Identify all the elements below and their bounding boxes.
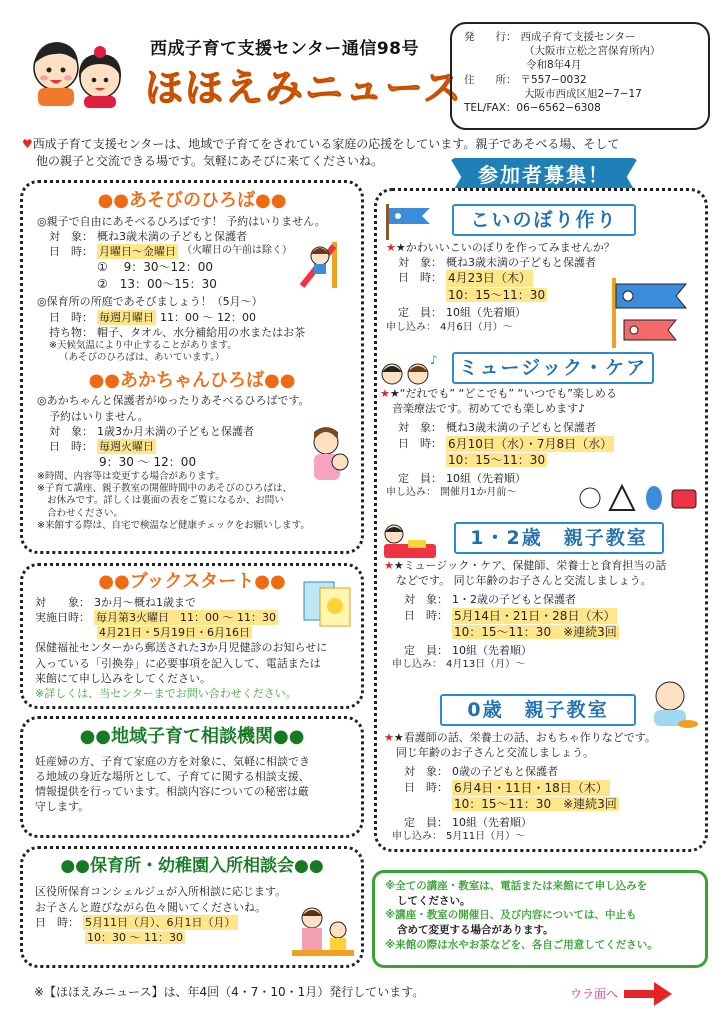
- soudan-title: ●●地域子育て相談機関●●: [79, 726, 305, 747]
- onetwo-body: [384, 558, 702, 672]
- issuer: 西成子育て支援センター: [520, 31, 636, 43]
- arrow-right-icon: [624, 982, 672, 1006]
- bring-label: 持ち物：: [49, 325, 93, 339]
- koinobori-apply-label: 申し込み：: [386, 321, 436, 333]
- soudan-panel: [20, 716, 364, 838]
- akachan-note-4: 合わせください。: [47, 507, 124, 519]
- nyusho-date: 5月11日（月）、6月1日（月）: [85, 915, 236, 929]
- notice-line-1: ※全ての講座・教室は、電話または来館にて申し込みを: [385, 880, 648, 892]
- akachan-date-label: 日 時：: [49, 439, 93, 453]
- koinobori-lead-text: ★かわいいこいのぼりを作ってみませんか？: [395, 241, 615, 254]
- zero-apply: 5月11日（月）〜: [446, 830, 526, 842]
- zero-target: 0歳の子どもと保護者: [452, 765, 558, 779]
- zero-title: 0歳 親子教室: [440, 694, 636, 726]
- zero-cap: 10組（先着順）: [452, 815, 532, 829]
- onetwo-title: 1・2歳 親子教室: [454, 522, 664, 554]
- zero-apply-label: 申し込み：: [392, 830, 442, 842]
- music-apply: 開催月1か月前〜: [440, 486, 517, 498]
- instruments-illustration: [576, 480, 702, 514]
- intro-line-2: 他の親子と交流できる場です。気軽にあそびに来てくださいね。: [36, 154, 384, 169]
- onetwo-illustration: [378, 520, 442, 562]
- issuer-sub: （大阪市立松之宮保育所内）: [524, 45, 661, 58]
- intro-line-1: 西成子育て支援センターは、地域で子育てをされている家庭の応援をしています。親子であそべる場、そして: [32, 137, 620, 151]
- soudan-p2: る地域の身近な場所として、子育てに関する相談支援、: [35, 770, 310, 783]
- nyusho-time: 10：30 〜 11：30: [87, 930, 183, 944]
- tel-fax: TEL/FAX：06−6562−6308: [464, 101, 601, 114]
- nyusho-title: ●●保育所・幼稚園入所相談会●●: [60, 856, 324, 876]
- nyusho-date-label: 日 時：: [35, 915, 79, 929]
- asobi-slot-2: ② 13：00〜15：30: [97, 276, 217, 291]
- music-lead-1: ★★“だれでも” “どこでも” “いつでも”楽しめる: [380, 387, 617, 400]
- postal-code: 〒557−0032: [520, 73, 587, 86]
- slide-illustration: [296, 232, 356, 292]
- koinobori-time: 10：15〜11：30: [448, 287, 546, 302]
- notice-line-5: ※来館の際は水やお茶などを、各自ご用意してください。: [385, 938, 658, 951]
- heart-icon: ♥: [22, 137, 33, 151]
- bookstart-target-label: 対 象：: [35, 595, 90, 609]
- bookstart-p2: 入っている「引換券」に必要事項を記入して、電話または: [35, 656, 321, 670]
- music-date: 6月10日（水）・7月8日（水）: [448, 436, 613, 451]
- address-label: 住 所：: [464, 73, 517, 86]
- asobi-line-1: ◎親子で自由にあそべるひろばです！ 予約はいりません。: [37, 214, 326, 228]
- onetwo-date-label: 日 時：: [404, 608, 448, 622]
- music-date-label: 日 時：: [398, 436, 442, 450]
- soudan-p4: 守します。: [35, 800, 90, 814]
- notice-line-4: 含めて変更する場合があります。: [397, 924, 554, 937]
- baby-eating-illustration: [640, 676, 702, 732]
- notice-line-3: ※講座・教室の開催日、及び内容については、中止も: [385, 909, 637, 922]
- garden-date-label: 日 時：: [49, 310, 93, 324]
- zero-body: [384, 730, 702, 844]
- onetwo-time: 10：15〜11：30 ※連続3回: [454, 625, 617, 640]
- bookstart-note: ※詳しくは、当センターまでお問い合わせください。: [35, 686, 297, 700]
- asobi-target: 概ね3歳未満の子どもと保護者: [97, 230, 247, 243]
- koinobori-cap-label: 定 員：: [398, 306, 442, 320]
- zero-lead-2: 同じ年齢のお子さんと交流しましょう。: [396, 746, 594, 760]
- onetwo-lead-1-text: ★ミュージック・ケア、保健師、栄養士と食育担当の話: [393, 559, 667, 572]
- onetwo-cap-label: 定 員：: [404, 643, 448, 657]
- zero-lead-1-text: ★看護師の話、栄養士の話、おもちゃ作りなどです。: [393, 731, 656, 744]
- onetwo-target: 1・2歳の子どもと保護者: [452, 593, 576, 607]
- music-target: 概ね3歳未満の子どもと保護者: [446, 421, 596, 435]
- akachan-line-1: ◎あかちゃんと保護者がゆったりあそべるひろばです。: [37, 394, 310, 408]
- asobi-note-2: （あそびのひろばは、あいています。）: [59, 352, 225, 364]
- back-page-label: ウラ面へ: [570, 986, 619, 1001]
- koinobori-target-label: 対 象：: [398, 256, 442, 270]
- main-title: ほほえみニュース: [145, 66, 464, 110]
- music-apply-label: 申し込み：: [386, 486, 436, 498]
- music-cap: 10組（先着順）: [446, 471, 526, 485]
- akachan-note-2: ※子育て講座、親子教室の開催時間中のあそびのひろばは、: [37, 483, 292, 495]
- akachan-time: 9：30 〜 12：00: [99, 455, 197, 470]
- akachan-note-3: お休みです。詳しくは裏面の表をご覧になるか、お問い: [47, 495, 284, 507]
- asobi-date: 月曜日〜金曜日: [99, 245, 176, 259]
- notice-line-2: してください。: [397, 894, 471, 907]
- zero-date: 6月4日・11日・18日（木）: [454, 780, 608, 795]
- onetwo-lead-1: ★★ミュージック・ケア、保健師、栄養士と食育担当の話: [384, 559, 667, 572]
- zero-target-label: 対 象：: [404, 765, 448, 779]
- asobi-target-label: 対 象：: [49, 230, 93, 243]
- koinobori-cap: 10組（先着順）: [446, 306, 526, 320]
- zero-cap-label: 定 員：: [404, 815, 448, 829]
- koinobori-body: [386, 240, 616, 334]
- address: 大阪市西成区旭2−7−17: [524, 87, 642, 100]
- akachan-title: ●●あかちゃんひろば●●: [88, 369, 296, 391]
- akachan-line-2: 予約はいりません。: [49, 409, 149, 423]
- akachan-target: 1歳3か月未満の子どもと保護者: [97, 424, 254, 438]
- nyusho-p2: お子さんと遊びながら色々聞いてくださいね。: [35, 900, 266, 914]
- mother-baby-illustration: [302, 424, 358, 484]
- garden-time: 11：00 〜 12：00: [160, 310, 256, 324]
- zero-date-label: 日 時：: [404, 780, 448, 794]
- zero-time: 10：15〜11：30 ※連続3回: [454, 797, 617, 812]
- bookstart-title: ●●ブックスタート●●: [98, 571, 286, 592]
- back-page-link[interactable]: [570, 982, 672, 1006]
- koinobori-apply: 4月6日（月）〜: [440, 321, 513, 333]
- bookstart-p1: 保健福祉センターから郵送された3か月児健診のお知らせに: [35, 641, 328, 655]
- mascot-kids-illustration: [16, 30, 136, 110]
- music-title: ミュージック・ケア: [452, 352, 654, 384]
- zero-lead-1: ★★看護師の話、栄養士の話、おもちゃ作りなどです。: [384, 731, 656, 744]
- garden-date: 毎週月曜日: [99, 310, 154, 324]
- bookstart-target: 3か月〜概ね1歳まで: [94, 595, 196, 609]
- consultation-illustration: [290, 900, 356, 960]
- onetwo-target-label: 対 象：: [404, 593, 448, 607]
- bookstart-date-1: 毎月第3火曜日 11：00 〜 11：30: [96, 611, 276, 624]
- onetwo-lead-2: などです。 同じ年齢のお子さんと交流しましょう。: [396, 574, 652, 588]
- akachan-target-label: 対 象：: [49, 424, 93, 438]
- svg-text:♪: ♪: [430, 353, 438, 367]
- bookstart-p3: 来館にて申し込みをしてください。: [35, 671, 211, 685]
- koinobori-small-illustration: [382, 202, 442, 242]
- music-kids-illustration: [378, 350, 444, 390]
- music-target-label: 対 象：: [398, 421, 442, 435]
- koinobori-date: 4月23日（木）: [448, 271, 531, 286]
- bookstart-date-label: 実施日時：: [35, 611, 90, 624]
- asobi-slot-1: ① 9：30〜12：00: [97, 260, 214, 275]
- sanka-banner-text: 参加者募集！: [478, 163, 610, 187]
- koinobori-target: 概ね3歳未満の子どもと保護者: [446, 256, 596, 270]
- footer-note: ※【ほほえみニュース】は、年4回（4・7・10・1月）発行しています。: [34, 985, 425, 999]
- akachan-note-1: ※時間、内容等は変更する場合があります。: [37, 470, 225, 482]
- music-lead-2: 音楽療法です。初めてでも楽しめます♪: [392, 402, 586, 416]
- onetwo-apply-label: 申し込み：: [392, 658, 442, 670]
- soudan-p1: 妊産婦の方、子育て家庭の方を対象に、気軽に相談でき: [35, 754, 310, 768]
- picture-book-illustration: [300, 578, 356, 630]
- newsletter-title: 西成子育て支援センター通信98号: [150, 39, 419, 59]
- garden-line: ◎保育所の所庭であそびましょう！（5月〜）: [37, 295, 263, 309]
- koinobori-title: こいのぼり作り: [452, 204, 636, 236]
- music-lead-1-text: ★“だれでも” “どこでも” “いつでも”楽しめる: [389, 387, 617, 400]
- soudan-p3: 情報提供を行っています。相談内容についての秘密は厳: [35, 785, 309, 799]
- nyusho-p1: 区役所保育コンシェルジュが入所相談に応じます。: [35, 885, 287, 899]
- asobi-title: ●●あそびのひろば●●: [97, 190, 287, 211]
- asobi-date-note: （火曜日の午前は除く）: [182, 245, 292, 257]
- music-cap-label: 定 員：: [398, 471, 442, 485]
- onetwo-cap: 10組（先着順）: [452, 643, 532, 657]
- bookstart-date-2: 4月21日・5月19日・6月16日: [99, 626, 250, 640]
- publisher-info-box: [450, 22, 710, 130]
- koinobori-lead: ★★かわいいこいのぼりを作ってみませんか？: [386, 241, 615, 254]
- koinobori-illustration: [606, 276, 702, 348]
- notice-box: [372, 870, 708, 968]
- akachan-note-5: ※来館する際は、自宅で検温など健康チェックをお願いします。: [37, 520, 310, 532]
- issue-date: 令和8年4月: [526, 59, 582, 72]
- bring: 帽子、タオル、水分補給用の水またはお茶: [97, 325, 306, 339]
- asobi-note-1: ※天候気温により中止することがあります。: [49, 339, 237, 351]
- onetwo-date: 5月14日・21日・28日（木）: [454, 608, 616, 623]
- asobi-date-label: 日 時：: [49, 245, 93, 259]
- onetwo-apply: 4月13日（月）〜: [446, 658, 526, 670]
- koinobori-date-label: 日 時：: [398, 271, 442, 285]
- music-time: 10：15〜11：30: [448, 453, 546, 468]
- akachan-date: 毎週火曜日: [99, 439, 154, 453]
- issuer-label: 発 行：: [464, 31, 517, 43]
